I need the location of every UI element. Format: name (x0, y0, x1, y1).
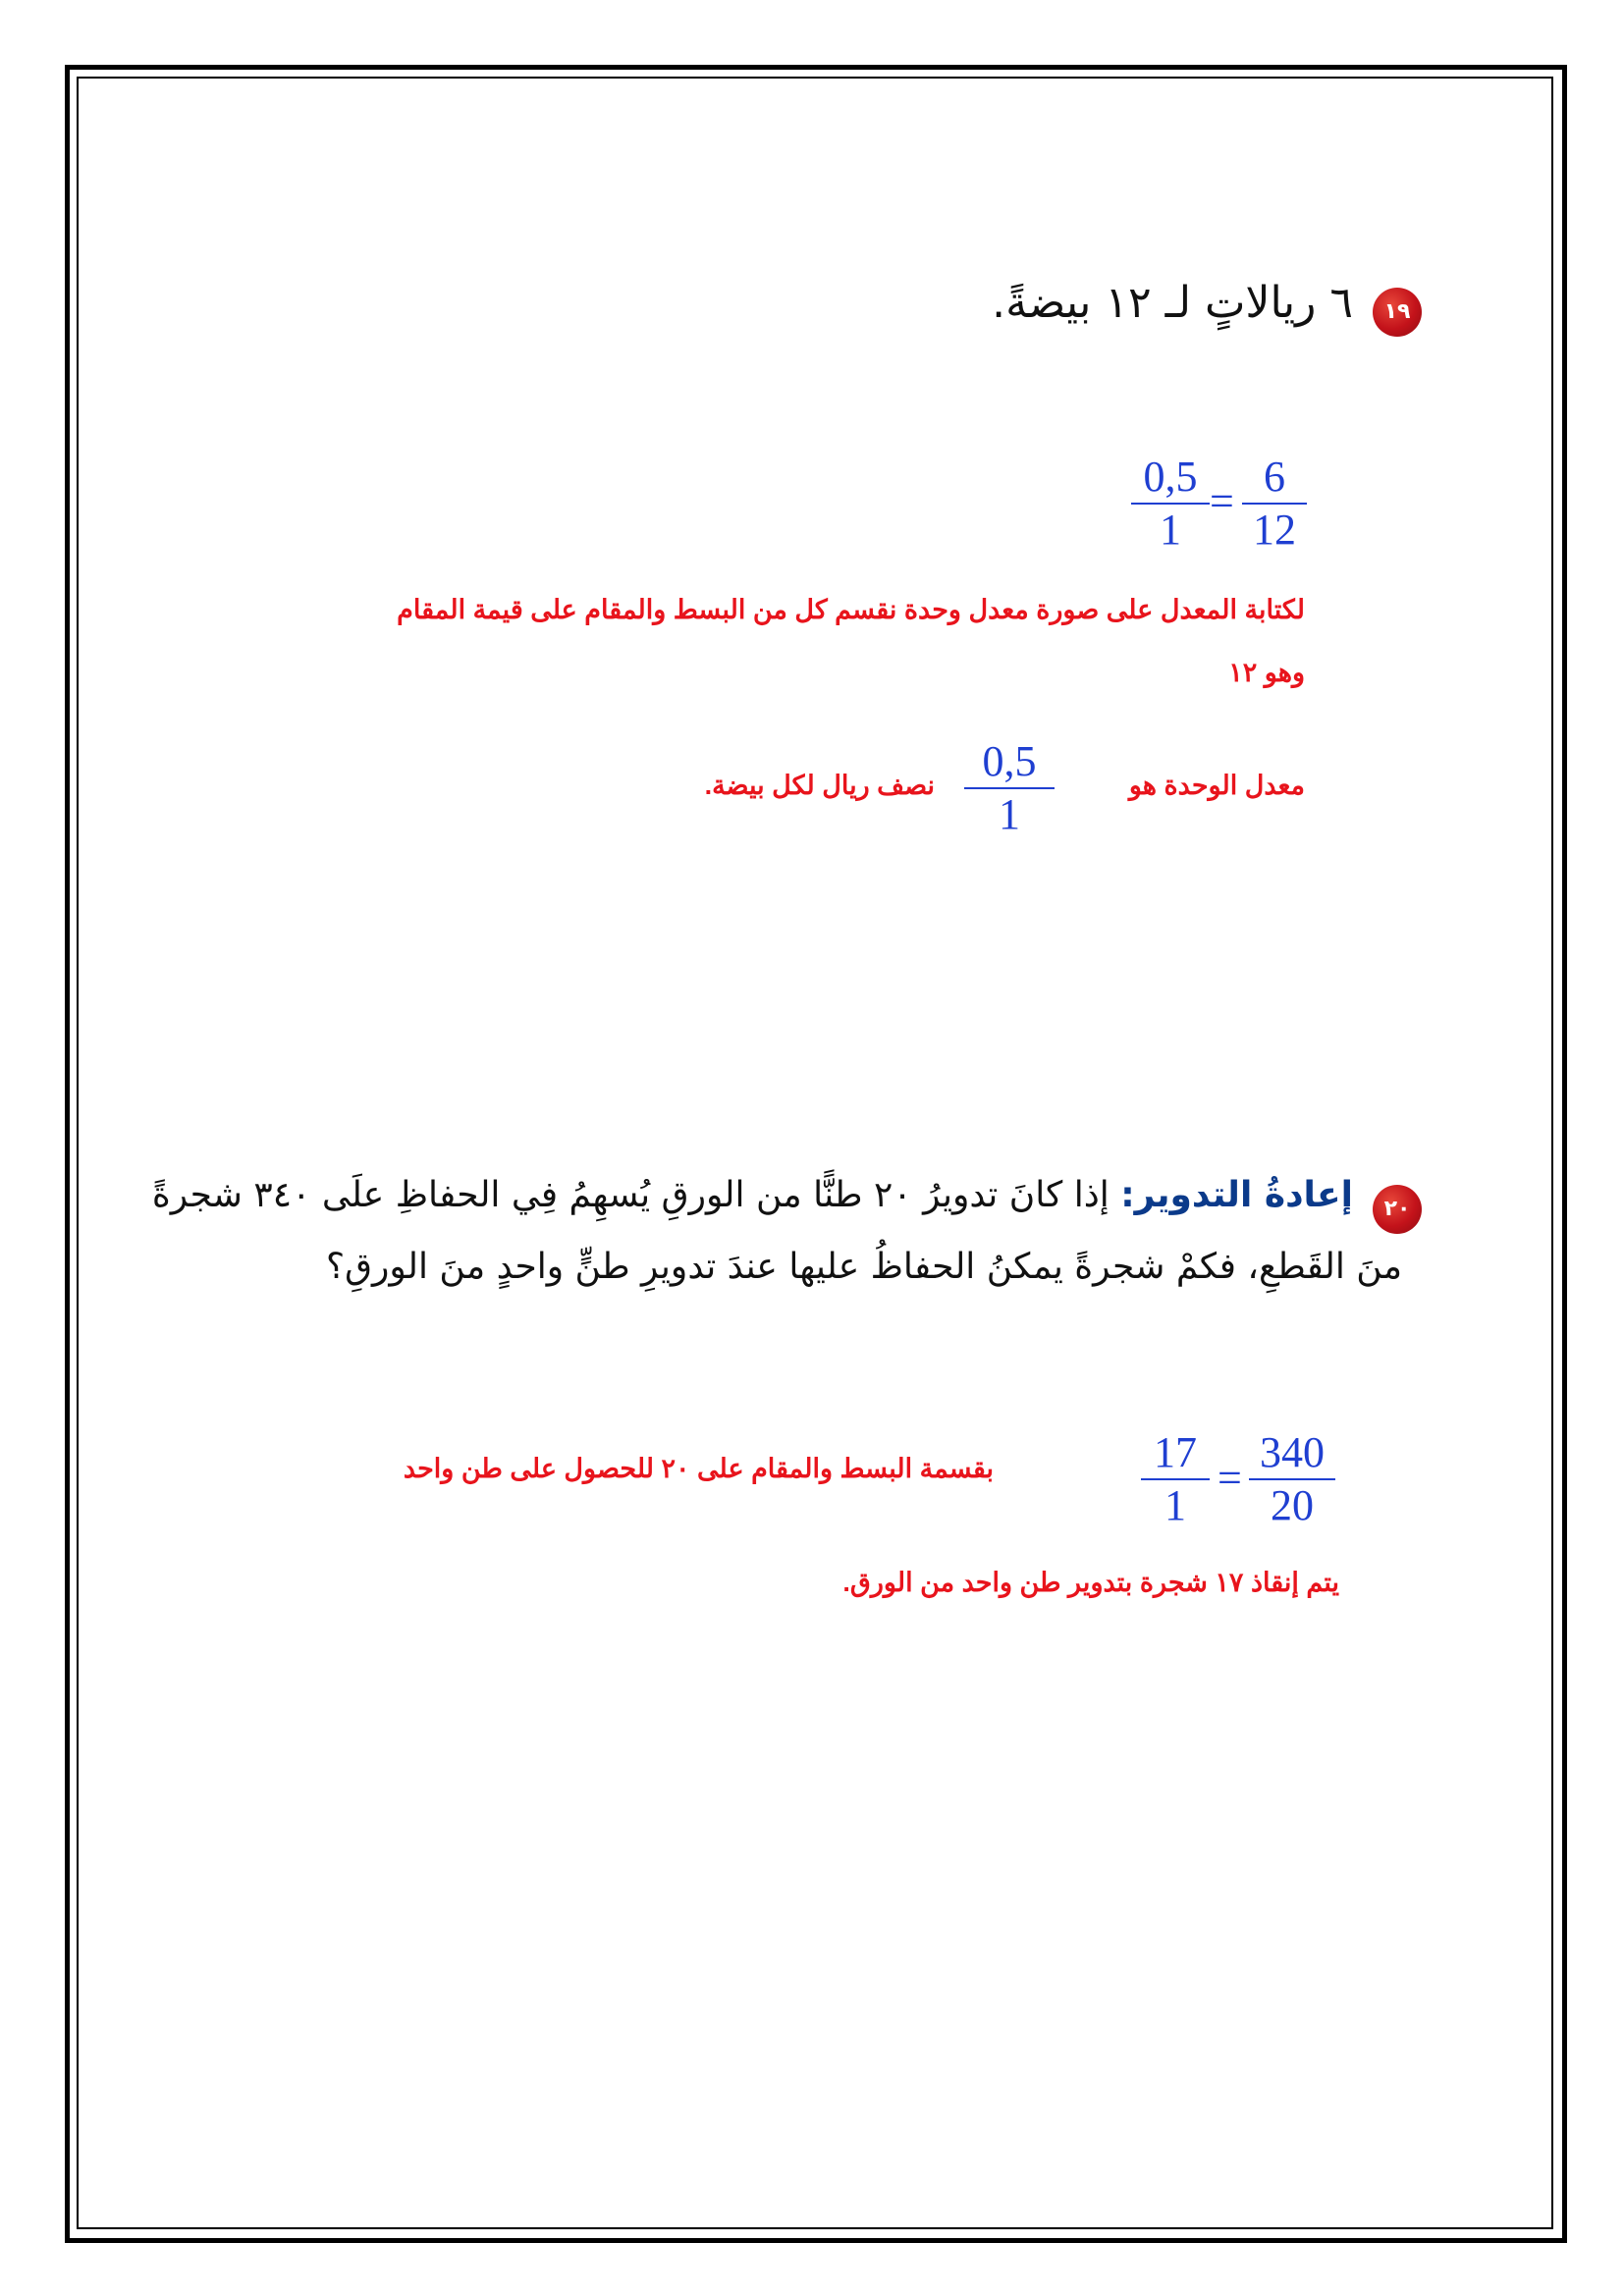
p19-equals-sign: = (1210, 477, 1234, 525)
p19-fraction-left-denominator: 1 (1160, 506, 1181, 554)
p20-fraction-right-denominator: 20 (1271, 1481, 1314, 1529)
problem-20-line1-text: إذا كانَ تدويرُ ٢٠ طنًّا من الورقِ يُسهِمُ فِي الحفاظِ علَى ٣٤٠ شجرةً (151, 1175, 1110, 1215)
p20-fraction-left-numerator: 17 (1154, 1428, 1197, 1476)
p19-answer-fraction-numerator: 0,5 (982, 737, 1037, 785)
problem-20-number-badge: ٢٠ (1373, 1185, 1422, 1234)
p19-fraction-left-numerator: 0,5 (1143, 453, 1198, 501)
p19-fraction-right-numerator: 6 (1264, 453, 1285, 501)
p20-answer: يتم إنقاذ ١٧ شجرة بتدوير طن واحد من الورق. (842, 1568, 1339, 1597)
p19-explanation-line1: لكتابة المعدل على صورة معدل وحدة نقسم كل من البسط والمقام على قيمة المقام (397, 595, 1305, 624)
p19-answer-prefix: معدل الوحدة هو (1128, 771, 1305, 800)
problem-20-statement-line2: منَ القَطعِ، فكمْ شجرةً يمكنُ الحفاظُ عليها عندَ تدويرِ طنٍّ واحدٍ منَ الورقِ؟ (326, 1247, 1402, 1287)
p19-answer-fraction-bar (964, 787, 1055, 789)
p19-fraction-right (1242, 454, 1307, 554)
p20-fraction-right (1249, 1429, 1335, 1529)
p20-fraction-left (1141, 1429, 1210, 1529)
problem-19-number-badge: ١٩ (1373, 288, 1422, 337)
p19-answer-fraction (964, 738, 1055, 838)
p20-fraction-left-denominator: 1 (1164, 1481, 1186, 1529)
p19-fraction-right-bar (1242, 503, 1307, 505)
problem-19-statement: ٦ ريالاتٍ لـ ١٢ بيضةً. (992, 278, 1353, 328)
p20-fraction-right-numerator: 340 (1260, 1428, 1325, 1476)
p19-answer-suffix: نصف ريال لكل بيضة. (704, 771, 935, 800)
problem-20-lead-title: إعادةُ التدوير: (1120, 1175, 1353, 1215)
p19-fraction-left (1131, 454, 1210, 554)
p19-fraction-left-bar (1131, 503, 1210, 505)
p20-fraction-left-bar (1141, 1478, 1210, 1480)
problem-20-statement-line1 (152, 1175, 1353, 1215)
p20-equals-sign: = (1218, 1454, 1242, 1502)
p19-explanation-line2: وهو ١٢ (1228, 658, 1305, 687)
page-border-inner (77, 77, 1553, 2229)
p20-fraction-right-bar (1249, 1478, 1335, 1480)
p19-answer-fraction-denominator: 1 (999, 790, 1020, 838)
p20-explanation: بقسمة البسط والمقام على ٢٠ للحصول على طن واحد (403, 1454, 994, 1483)
p19-fraction-right-denominator: 12 (1253, 506, 1296, 554)
